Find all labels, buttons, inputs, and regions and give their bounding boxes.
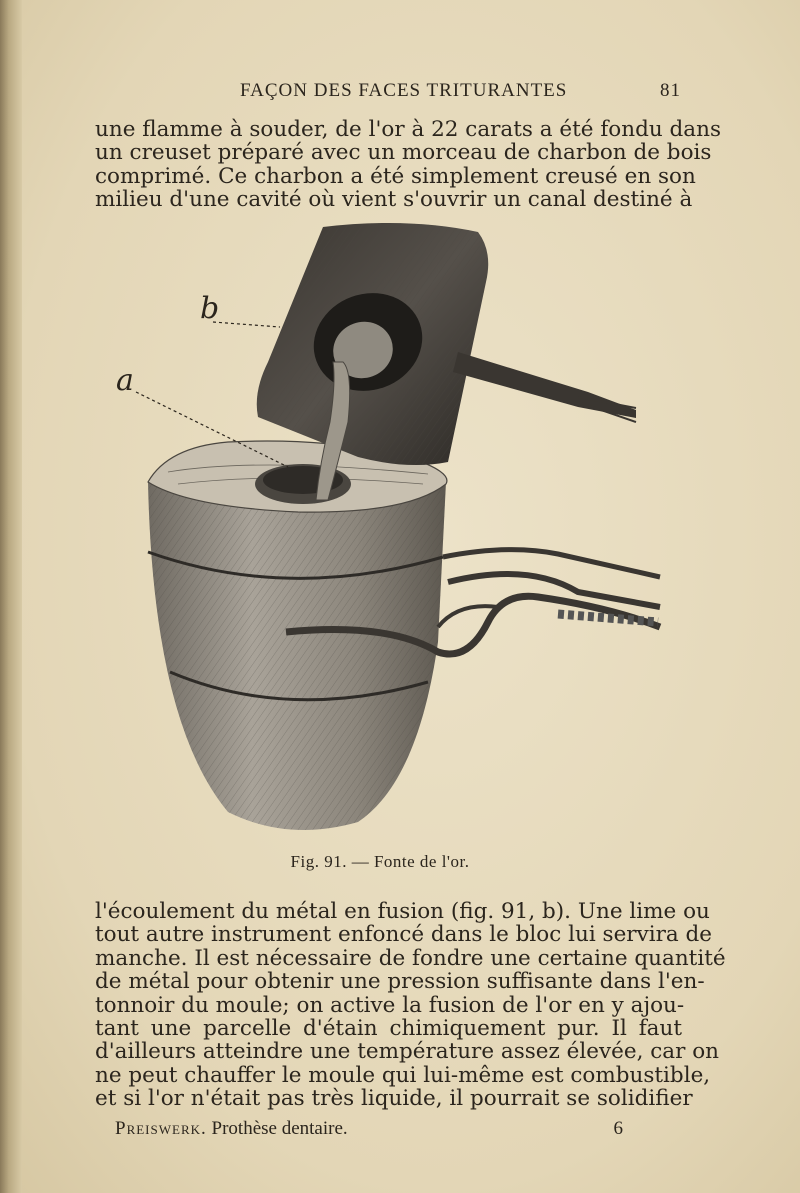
text-line: l'écoulement du métal en fusion (fig. 91, b). Une lime ou — [95, 899, 710, 924]
label-b-callout — [200, 291, 280, 327]
text-line: manche. Il est nécessaire de fondre une certaine quantité — [95, 945, 726, 971]
paragraph-bottom — [95, 899, 726, 1112]
label-a: a — [116, 363, 134, 398]
text-line: milieu d'une cavité où vient s'ouvrir un canal destiné à — [95, 187, 693, 213]
text-line: comprimé. Ce charbon a été simplement creusé en son — [95, 163, 696, 189]
text-line: tant une parcelle d'étain chimiquement pur. Il faut — [95, 1015, 682, 1041]
label-b: b — [200, 291, 220, 326]
figure-caption: Fig. 91. — Fonte de l'or. — [290, 852, 470, 871]
paragraph-top — [95, 117, 721, 213]
footer-author: Preiswerk. — [115, 1118, 207, 1139]
text-line: tout autre instrument enfoncé dans le bloc lui servira de — [95, 922, 713, 948]
footer-title: Prothèse dentaire. — [211, 1118, 348, 1139]
page-header — [95, 80, 685, 110]
page-number: 81 — [660, 80, 681, 101]
text-line: tonnoir du moule; on active la fusion de l'or en y ajou- — [95, 992, 685, 1018]
text-line: une flamme à souder, de l'or à 22 carats a été fondu dans — [95, 117, 721, 142]
page-binding-edge — [0, 0, 22, 1193]
running-title: FAÇON DES FACES TRITURANTES — [240, 80, 568, 101]
figure-gold-casting-illustration — [108, 222, 673, 847]
text-line: d'ailleurs atteindre une température assez élevée, car on — [95, 1039, 720, 1065]
charcoal-crucible — [257, 223, 636, 465]
text-line: ne peut chauffer le moule qui lui-même est combustible, — [95, 1062, 711, 1088]
page-footer — [115, 1118, 635, 1146]
text-line: et si l'or n'était pas très liquide, il pourrait se solidifier — [95, 1086, 693, 1112]
text-line: un creuset préparé avec un morceau de charbon de bois — [95, 140, 712, 166]
signature-mark: 6 — [613, 1118, 623, 1139]
text-line: de métal pour obtenir une pression suffisante dans l'en- — [95, 969, 705, 995]
